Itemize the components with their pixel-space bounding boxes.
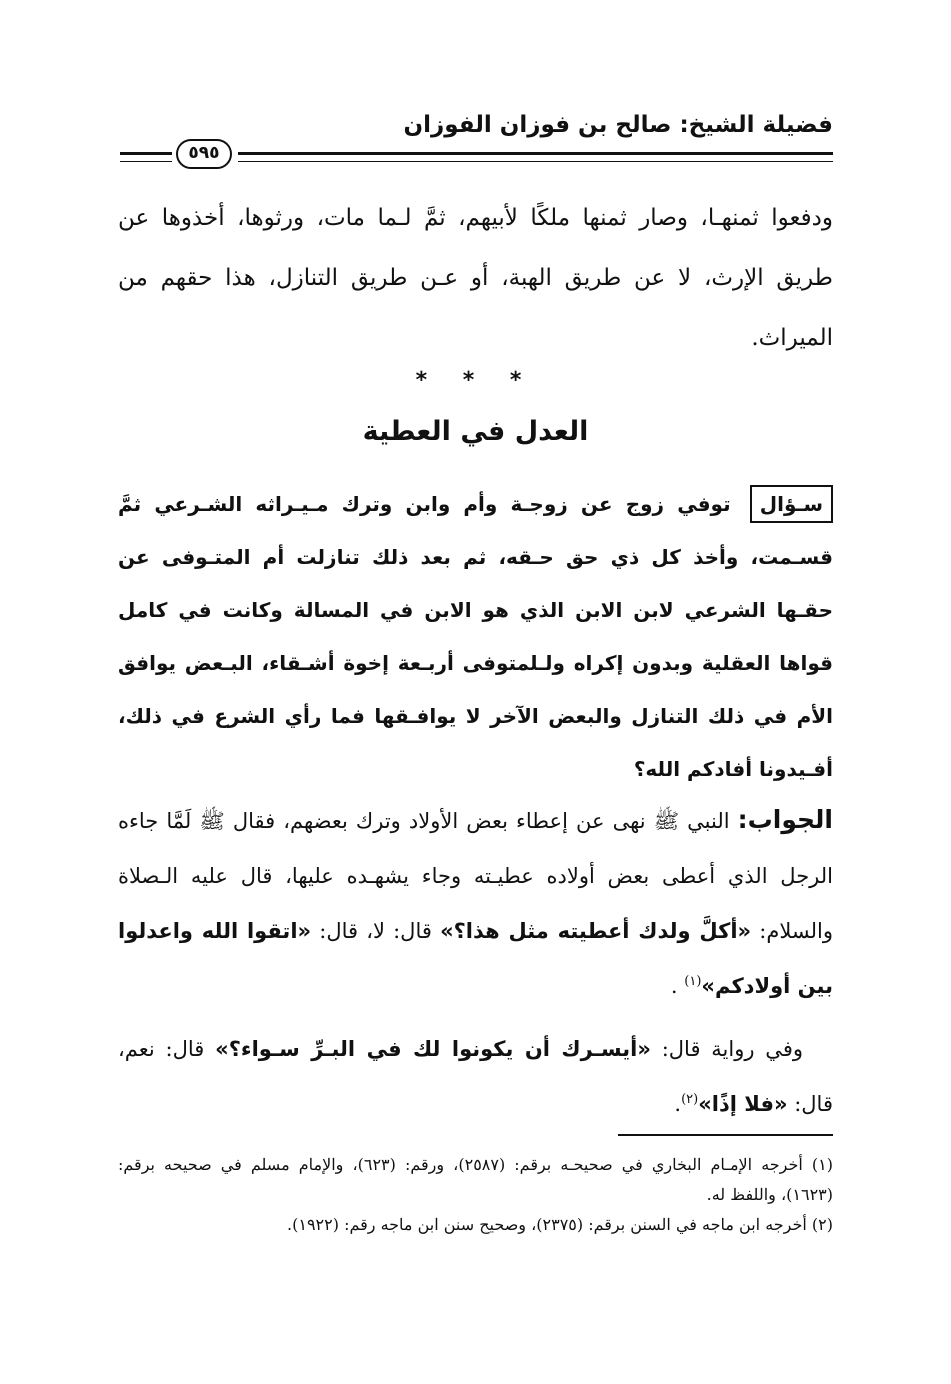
riwaya-quote-2: «فلا إذًا» [698,1092,788,1116]
answer-text-1: النبي ﷺ نهى عن إعطاء بعض الأولاد وترك بعضهم، فقال ﷺ لَمَّا جاءه الرجل الذي أعطى بعض أولاده عطيـته وجاء يشهـده عليها، قال عليه الـصلاة والسلام: [118,809,834,943]
running-header-title: فضيلة الشيخ: صالح بن فوزان الفوزان [403,112,833,138]
footnote-2: (٢) أخرجه ابن ماجه في السنن برقم: (٢٣٧٥)، وصحيح سنن ابن ماجه رقم: (١٩٢٢). [287,1215,833,1234]
hadith-quote-1: «أكلَّ ولدك أعطيته مثل هذا؟» [440,919,752,943]
hadith-quote-2: «اتقوا الله واعدلوا بين أولادكم» [118,919,833,998]
riwaya-text-1: وفي رواية قال: [661,1037,803,1061]
section-separator: * * * [415,368,536,393]
footnote-ref-2: (٢) [681,1092,699,1107]
riwaya-paragraph [118,1022,833,1132]
question-text: توفي زوج عن زوجـة وأم وابن وترك مـيـراثه الشـرعي ثمَّ قسـمت، وأخذ كل ذي حق حـقه، ثم بعد ذلك تنازلت أم المتـوفى عن حقـها الشرعي لابن الابن الذي هو الابن في المسالة وكانت في كامل قواها العقلية وبدون إكراه ولـلمتوفى أربـعة إخوة أشـقاء، البـعض يوافق الأم في ذلك التنازل والبعض الآخر لا يوافـقها فما رأي الشرع في ذلك، أفـيدونا أفادكم الله؟ [118,492,833,781]
header-rule [238,152,833,162]
answer-paragraph [118,792,833,1014]
footnotes [118,1150,833,1240]
footnote-divider [618,1134,833,1136]
riwaya-end: . [674,1092,682,1116]
section-title: العدل في العطية [362,416,589,447]
header-rule-short [120,152,172,162]
footnote-1: (١) أخرجه الإمـام البخاري في صحيحـه برقم: (٢٥٨٧)، ورقم: (٦٢٣)، والإمام مسلم في صحيحه برقم: (١٦٢٣)، واللفظ له. [118,1155,833,1204]
intro-paragraph: ودفعوا ثمنهـا، وصار ثمنها ملكًا لأبيهم، ثمَّ لـما مات، ورثوها، أخذوها عن طريق الإرث، لا عن طريق الهبة، أو عـن طريق التنازل، هذا حقهم من الميراث. [118,205,833,351]
answer-label: الجواب: [737,805,833,834]
answer-end: . [670,974,678,998]
answer-text-2: قال: لا، قال: [319,919,432,943]
question-label: سـؤال [750,485,833,523]
riwaya-text-2: قال: نعم، قال: [118,1037,833,1116]
page-number: ٥٩٥ [176,139,232,169]
footnote-ref-1: (١) [684,974,702,989]
question-paragraph [118,478,833,796]
riwaya-quote-1: «أيسـرك أن يكونوا لك في البـرِّ سـواء؟» [215,1037,651,1061]
